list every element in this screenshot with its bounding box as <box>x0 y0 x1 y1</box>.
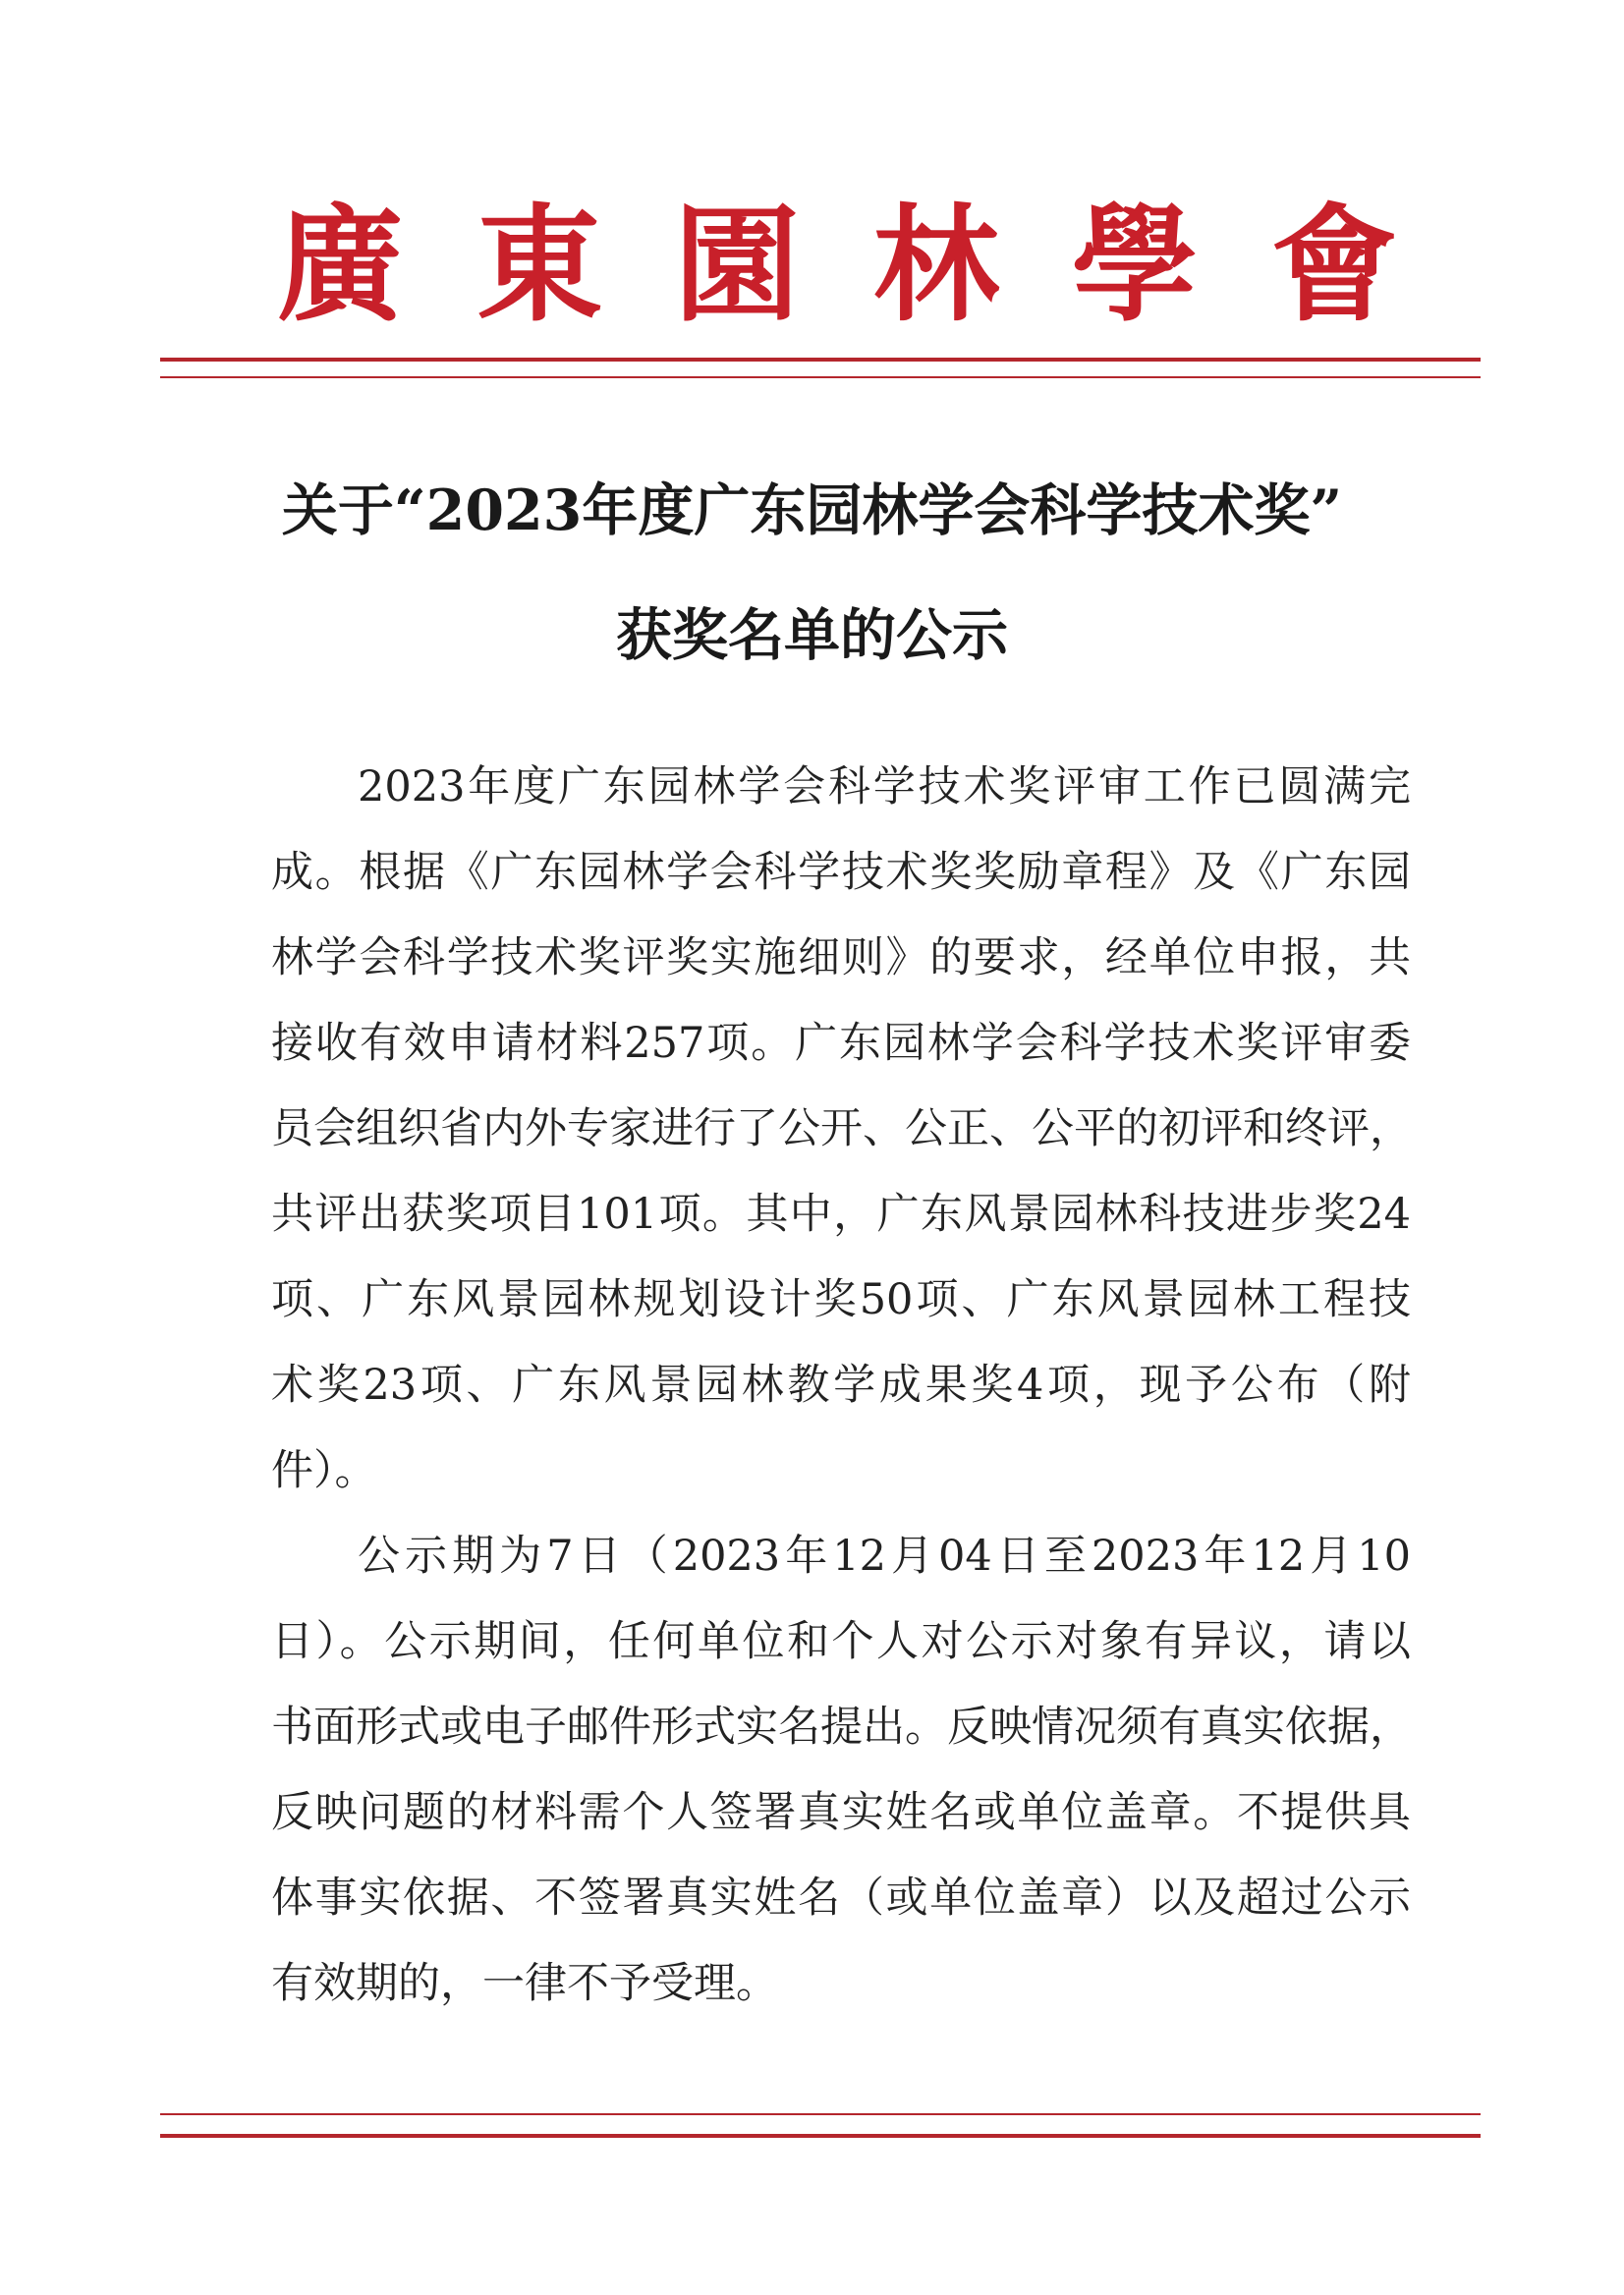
header-rule-thick <box>160 358 1481 362</box>
letterhead-char: 林 <box>873 192 1000 339</box>
letterhead-char: 會 <box>1271 192 1398 339</box>
header-rule-thin <box>160 376 1481 378</box>
footer-rule-thick <box>160 2134 1481 2138</box>
letterhead-char: 廣 <box>277 192 404 339</box>
letterhead <box>0 192 1624 339</box>
paragraph-line: 体事实依据、不签署真实姓名（或单位盖章）以及超过公示 <box>271 1874 1411 1923</box>
paragraph-line: 件）。 <box>271 1446 377 1495</box>
paragraph-line: 项、广东风景园林规划设计奖50项、广东风景园林工程技 <box>271 1275 1411 1324</box>
letterhead-char: 東 <box>476 192 603 339</box>
footer-rule-thin <box>160 2113 1481 2115</box>
letterhead-char: 園 <box>674 192 801 339</box>
paragraph-line: 成。根据《广东园林学会科学技术奖奖励章程》及《广东园 <box>271 848 1411 897</box>
paragraph-line: 日）。公示期间，任何单位和个人对公示对象有异议，请以 <box>271 1617 1411 1666</box>
paragraph-line: 术奖23项、广东风景园林教学成果奖4项，现予公布（附 <box>271 1361 1411 1410</box>
paragraph-1 <box>271 745 1411 1514</box>
paragraph-line: 反映问题的材料需个人签署真实姓名或单位盖章。不提供具 <box>271 1788 1411 1837</box>
paragraph-2 <box>271 1514 1411 2027</box>
paragraph-line: 共评出获奖项目101项。其中，广东风景园林科技进步奖24 <box>271 1190 1411 1239</box>
paragraph-line: 接收有效申请材料257项。广东园林学会科学技术奖评审委 <box>271 1019 1411 1068</box>
document-body <box>271 745 1411 2027</box>
document-title-line-1: 关于“2023年度广东园林学会科学技术奖” <box>281 477 1343 543</box>
letterhead-char: 學 <box>1072 192 1199 339</box>
document-title-line-2: 获奖名单的公示 <box>616 602 1008 668</box>
paragraph-line: 公示期为7日（2023年12月04日至2023年12月10 <box>358 1532 1411 1581</box>
paragraph-line: 有效期的，一律不予受理。 <box>271 1959 778 2008</box>
paragraph-line: 员会组织省内外专家进行了公开、公正、公平的初评和终评， <box>271 1104 1412 1153</box>
paragraph-line: 林学会科学技术奖评奖实施细则》的要求，经单位申报，共 <box>271 933 1411 982</box>
paragraph-line: 书面形式或电子邮件形式实名提出。反映情况须有真实依据， <box>271 1703 1412 1752</box>
paragraph-line: 2023年度广东园林学会科学技术奖评审工作已圆满完 <box>358 762 1411 812</box>
